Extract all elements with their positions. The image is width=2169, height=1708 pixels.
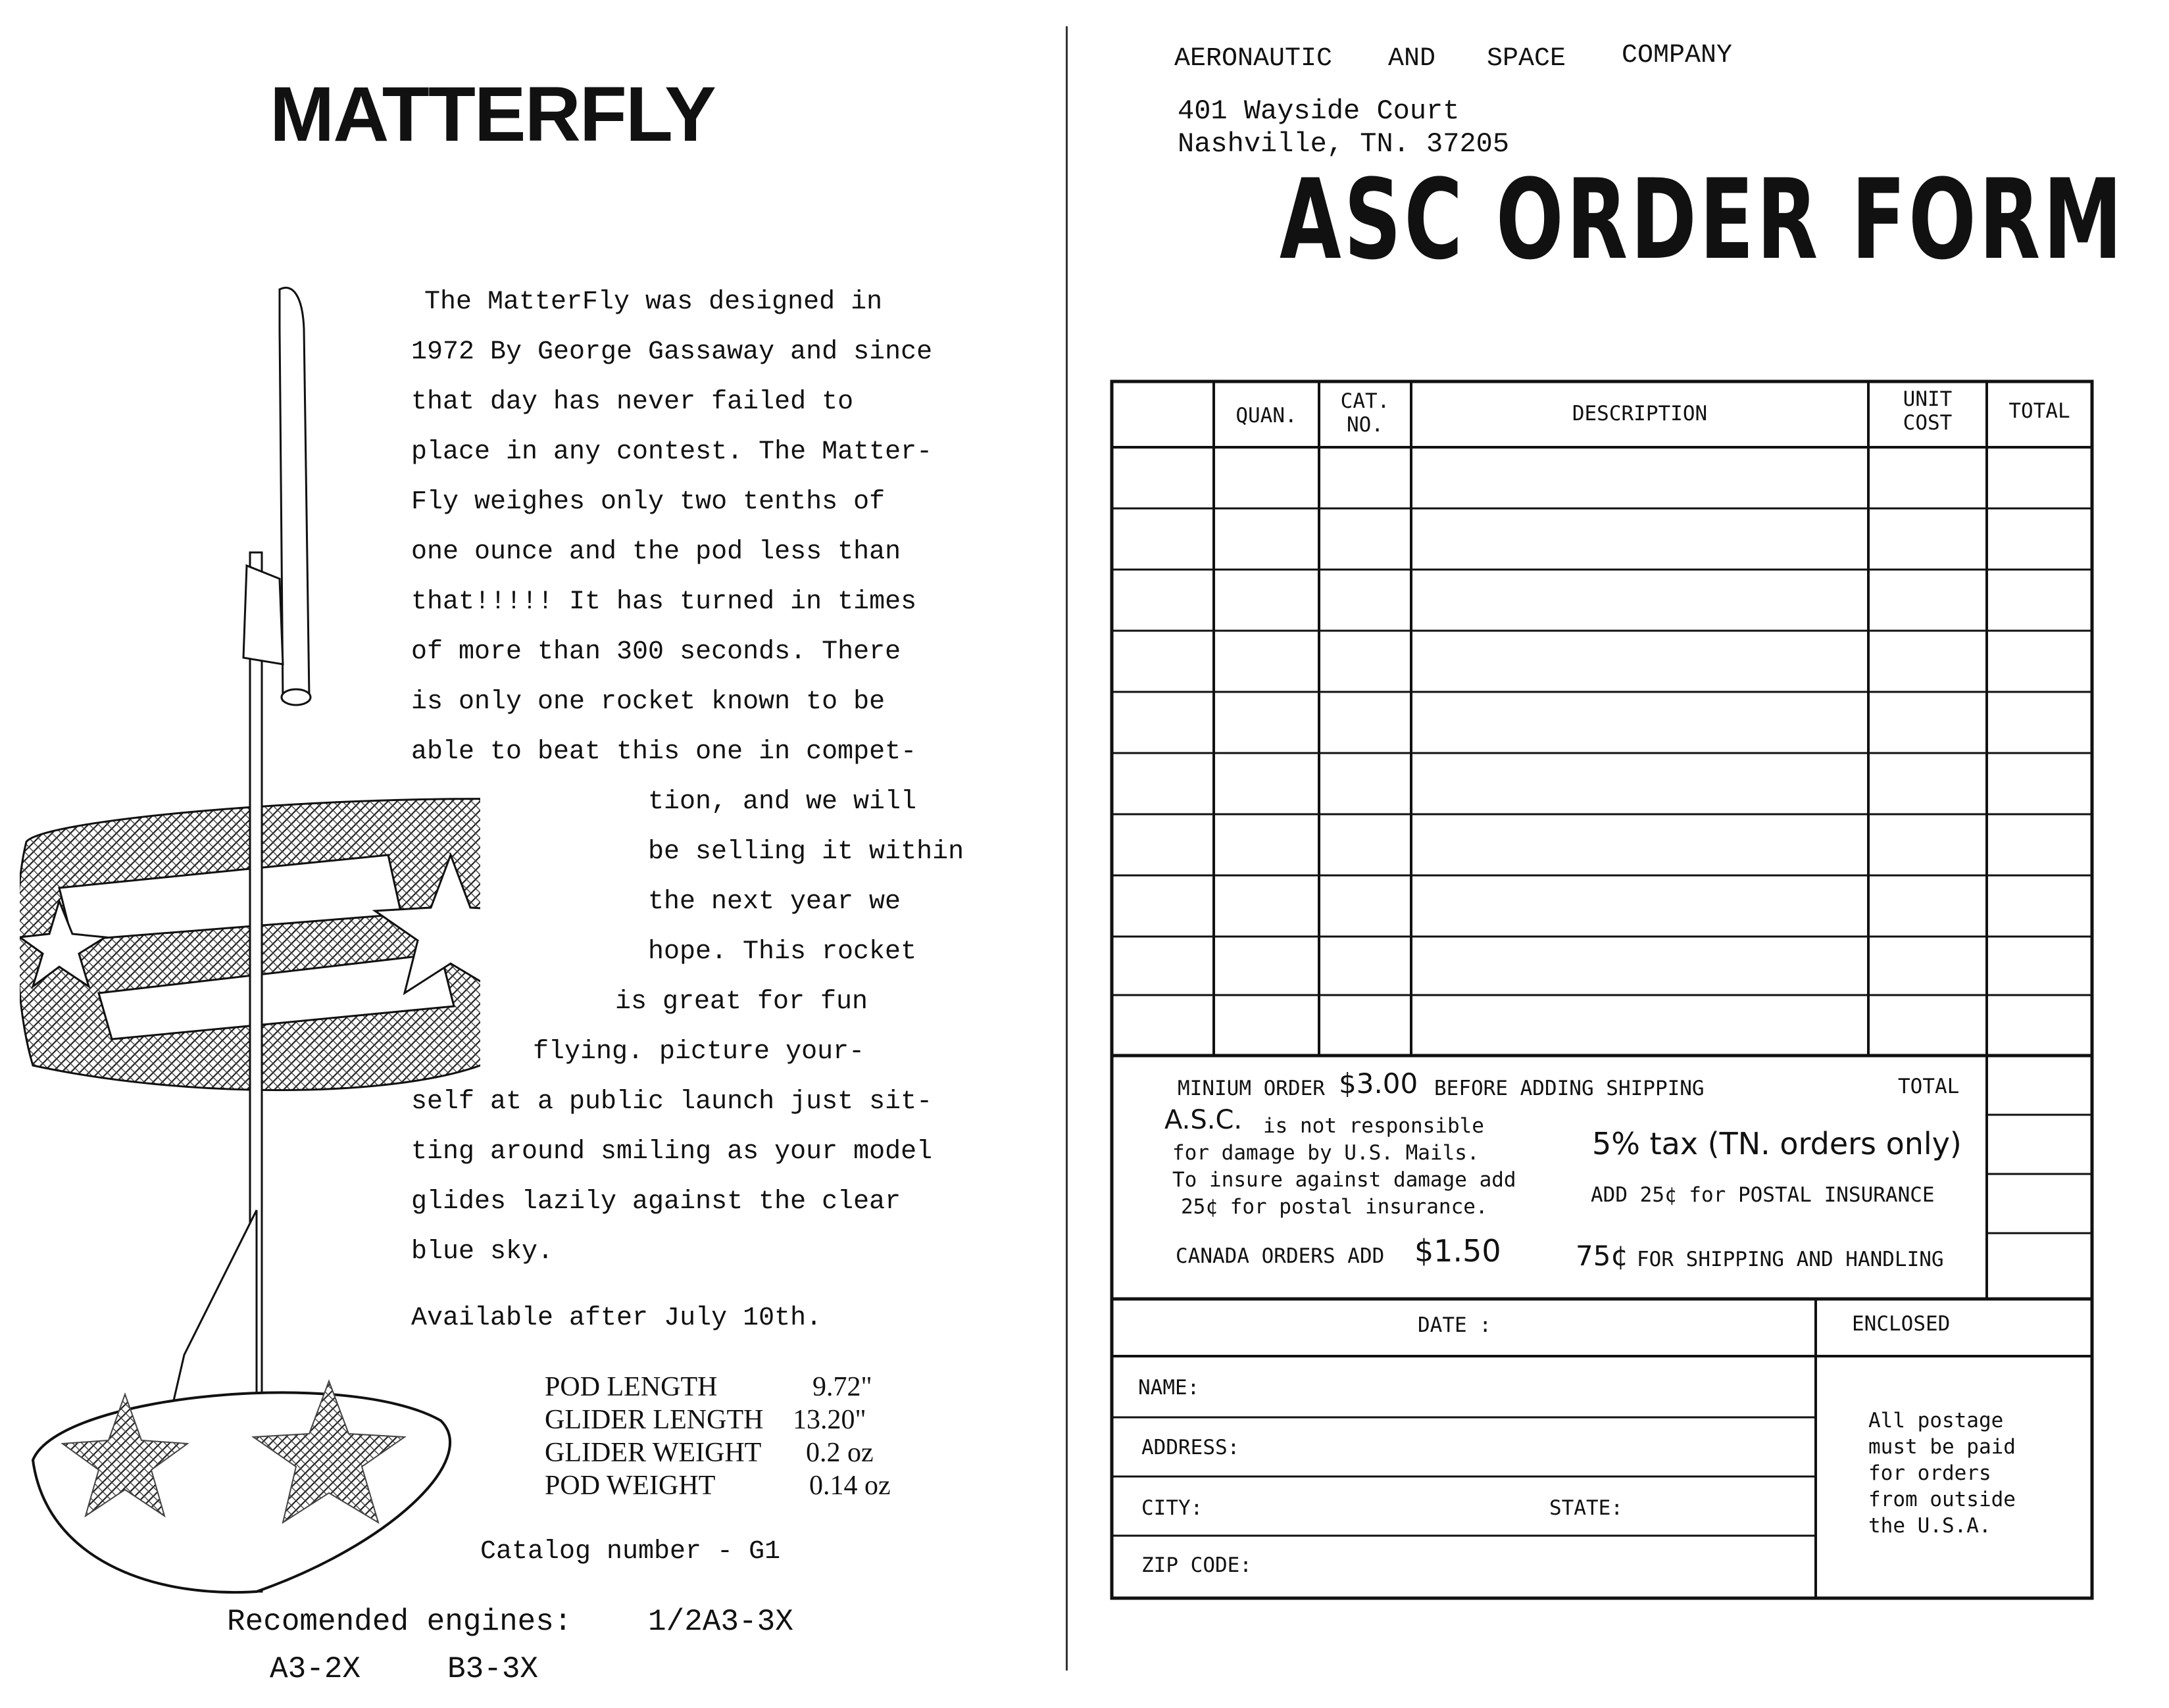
postage-note-line: from outside (1868, 1488, 2016, 1511)
enclosed-field-label[interactable]: ENCLOSED (1852, 1312, 1951, 1336)
postal-insurance-note: ADD 25¢ for POSTAL INSURANCE (1591, 1183, 1935, 1207)
engine-option: B3-3X (447, 1652, 539, 1686)
postage-note-line: the U.S.A. (1868, 1514, 1991, 1538)
header-total: TOTAL (2008, 399, 2070, 423)
company-word: AERONAUTIC (1174, 44, 1333, 74)
description-line: The MatterFly was designed in (424, 287, 883, 317)
description-line: glides lazily against the clear (411, 1187, 901, 1217)
responsibility-line: 25¢ for postal insurance. (1181, 1195, 1488, 1219)
description-line: place in any contest. The Matter- (411, 437, 933, 467)
product-title: MATTERFLY (270, 71, 715, 158)
asc-handwritten: A.S.C. (1164, 1105, 1243, 1135)
description-line: hope. This rocket (648, 937, 917, 967)
address-field-label[interactable]: ADDRESS: (1141, 1436, 1240, 1459)
description-line: 1972 By George Gassaway and since (411, 337, 933, 367)
engines-label: Recomended engines: (227, 1605, 572, 1639)
description-line: self at a public launch just sit- (411, 1087, 933, 1117)
zip-code-field-label[interactable]: ZIP CODE: (1141, 1553, 1252, 1577)
state-field-label[interactable]: STATE: (1549, 1496, 1623, 1520)
order-form-title: ASC ORDER FORM (1280, 155, 2126, 284)
spec-value: 9.72" (812, 1372, 872, 1402)
date-field-label[interactable]: DATE : (1418, 1313, 1491, 1337)
street-address: 401 Wayside Court (1178, 95, 1460, 127)
company-word: AND (1388, 44, 1436, 74)
postage-note-line: for orders (1868, 1461, 1991, 1485)
spec-label: GLIDER LENGTH (545, 1405, 764, 1435)
summary-total-label: TOTAL (1898, 1075, 1960, 1098)
minimum-order-suffix: BEFORE ADDING SHIPPING (1434, 1077, 1705, 1100)
description-line: that!!!!! It has turned in times (411, 587, 917, 617)
spec-value: 0.2 oz (806, 1438, 874, 1468)
description-line: ting around smiling as your model (411, 1137, 933, 1167)
postage-note-line: must be paid (1868, 1435, 2016, 1459)
description-line: able to beat this one in compet- (411, 737, 917, 767)
responsibility-line: for damage by U.S. Mails. (1172, 1141, 1480, 1165)
engine-option: 1/2A3-3X (648, 1605, 793, 1639)
description-line: that day has never failed to (411, 387, 854, 417)
spec-label: GLIDER WEIGHT (545, 1438, 762, 1468)
shipping-amount: 75¢ (1576, 1240, 1629, 1272)
canada-orders-label: CANADA ORDERS ADD (1176, 1244, 1385, 1268)
header-quan: QUAN. (1235, 404, 1297, 427)
company-word: COMPANY (1622, 41, 1733, 70)
description-line: one ounce and the pod less than (411, 537, 901, 567)
spec-value: 13.20" (793, 1405, 866, 1435)
description-line: blue sky. (411, 1237, 554, 1267)
spec-label: POD LENGTH (545, 1372, 718, 1402)
header-unit-cost: UNIT COST (1903, 387, 1953, 435)
description-line: tion, and we will (648, 787, 917, 817)
spec-label: POD WEIGHT (545, 1471, 716, 1501)
header-description: DESCRIPTION (1572, 402, 1708, 426)
spec-value: 0.14 oz (809, 1471, 891, 1501)
description-line: Fly weighes only two tenths of (411, 487, 885, 517)
responsibility-line: To insure against damage add (1172, 1168, 1516, 1192)
minimum-order-amount: $3.00 (1339, 1067, 1418, 1100)
catalog-number: Catalog number - G1 (480, 1537, 781, 1567)
header-cat-no: CAT. NO. (1340, 389, 1390, 437)
engine-option: A3-2X (270, 1652, 361, 1686)
tax-note: 5% tax (TN. orders only) (1592, 1126, 1962, 1161)
name-field-label[interactable]: NAME: (1138, 1376, 1200, 1400)
description-line: is great for fun (615, 987, 868, 1017)
description-line: flying. picture your- (533, 1037, 865, 1067)
description-line: the next year we (648, 887, 901, 917)
shipping-label: FOR SHIPPING AND HANDLING (1637, 1248, 1944, 1271)
description-line: is only one rocket known to be (411, 687, 885, 717)
postage-note-line: All postage (1868, 1409, 2004, 1432)
canada-orders-amount: $1.50 (1414, 1233, 1501, 1269)
description-line: of more than 300 seconds. There (411, 637, 901, 667)
minimum-order-label: MINIUM ORDER (1178, 1077, 1325, 1100)
city-address: Nashville, TN. 37205 (1178, 128, 1510, 160)
description-line: be selling it within (648, 837, 964, 867)
company-word: SPACE (1487, 44, 1566, 74)
availability-note: Available after July 10th. (411, 1304, 822, 1333)
responsibility-line: is not responsible (1263, 1114, 1484, 1138)
city-field-label[interactable]: CITY: (1141, 1496, 1203, 1520)
